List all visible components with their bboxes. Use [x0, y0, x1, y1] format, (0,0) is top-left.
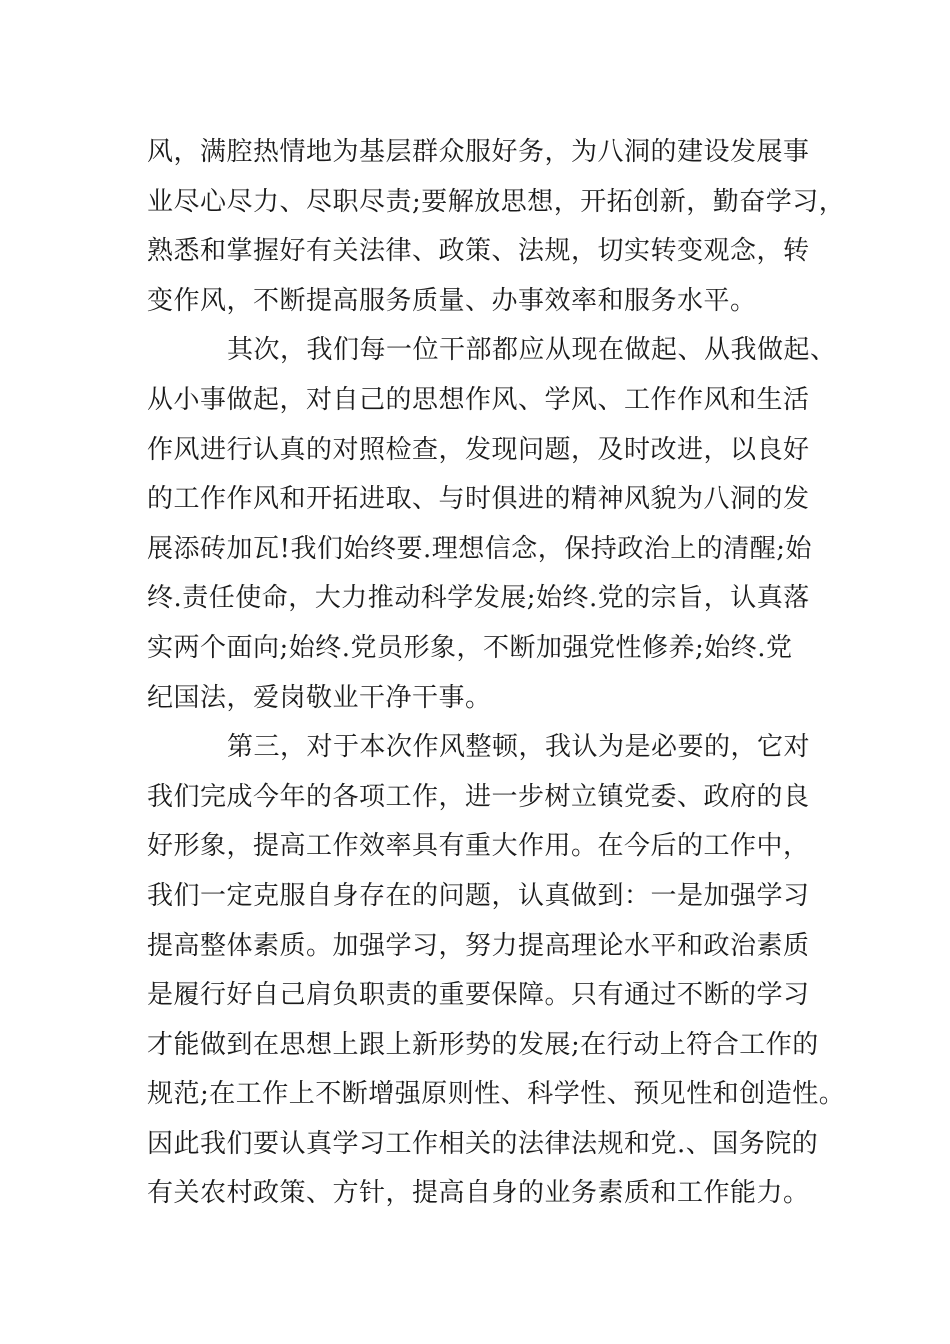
text-line: 规范;在工作上不断增强原则性、科学性、预见性和创造性。 [147, 1079, 846, 1110]
text-line: 才能做到在思想上跟上新形势的发展;在行动上符合工作的 [147, 1029, 819, 1060]
paragraph-start-line: 第三，对于本次作风整顿，我认为是必要的，它对 [227, 732, 811, 763]
text-line: 实两个面向;始终.党员形象，不断加强党性修养;始终.党 [147, 632, 793, 663]
text-line: 纪国法，爱岗敬业干净干事。 [147, 682, 492, 713]
paragraph-start-line: 其次，我们每一位干部都应从现在做起、从我做起、 [227, 335, 837, 366]
text-line: 变作风，不断提高服务质量、办事效率和服务水平。 [147, 285, 757, 316]
text-line: 因此我们要认真学习工作相关的法律法规和党.、国务院的 [147, 1128, 819, 1159]
text-line: 风，满腔热情地为基层群众服好务，为八洞的建设发展事 [147, 137, 810, 167]
text-line: 我们完成今年的各项工作，进一步树立镇党委、政府的良 [147, 781, 810, 812]
text-line: 终.责任使命，大力推动科学发展;始终.党的宗旨，认真落 [147, 583, 810, 614]
text-line: 是履行好自己肩负职责的重要保障。只有通过不断的学习 [147, 980, 810, 1011]
text-line: 的工作作风和开拓进取、与时俱进的精神风貌为八洞的发 [147, 484, 810, 515]
text-line: 展添砖加瓦!我们始终要.理想信念，保持政治上的清醒;始 [147, 533, 812, 564]
text-line: 我们一定克服自身存在的问题，认真做到：一是加强学习 [147, 880, 810, 911]
text-line: 有关农村政策、方针，提高自身的业务素质和工作能力。 [147, 1178, 810, 1209]
text-line: 提高整体素质。加强学习，努力提高理论水平和政治素质 [147, 930, 810, 961]
text-line: 业尽心尽力、尽职尽责;要解放思想，开拓创新，勤奋学习， [147, 186, 846, 217]
text-line: 熟悉和掌握好有关法律、政策、法规，切实转变观念，转 [147, 236, 810, 267]
text-line: 作风进行认真的对照检查，发现问题，及时改进，以良好 [147, 434, 810, 465]
body-text [147, 128, 846, 1219]
text-line: 好形象，提高工作效率具有重大作用。在今后的工作中， [147, 831, 810, 862]
text-line: 从小事做起，对自己的思想作风、学风、工作作风和生活 [147, 384, 810, 415]
